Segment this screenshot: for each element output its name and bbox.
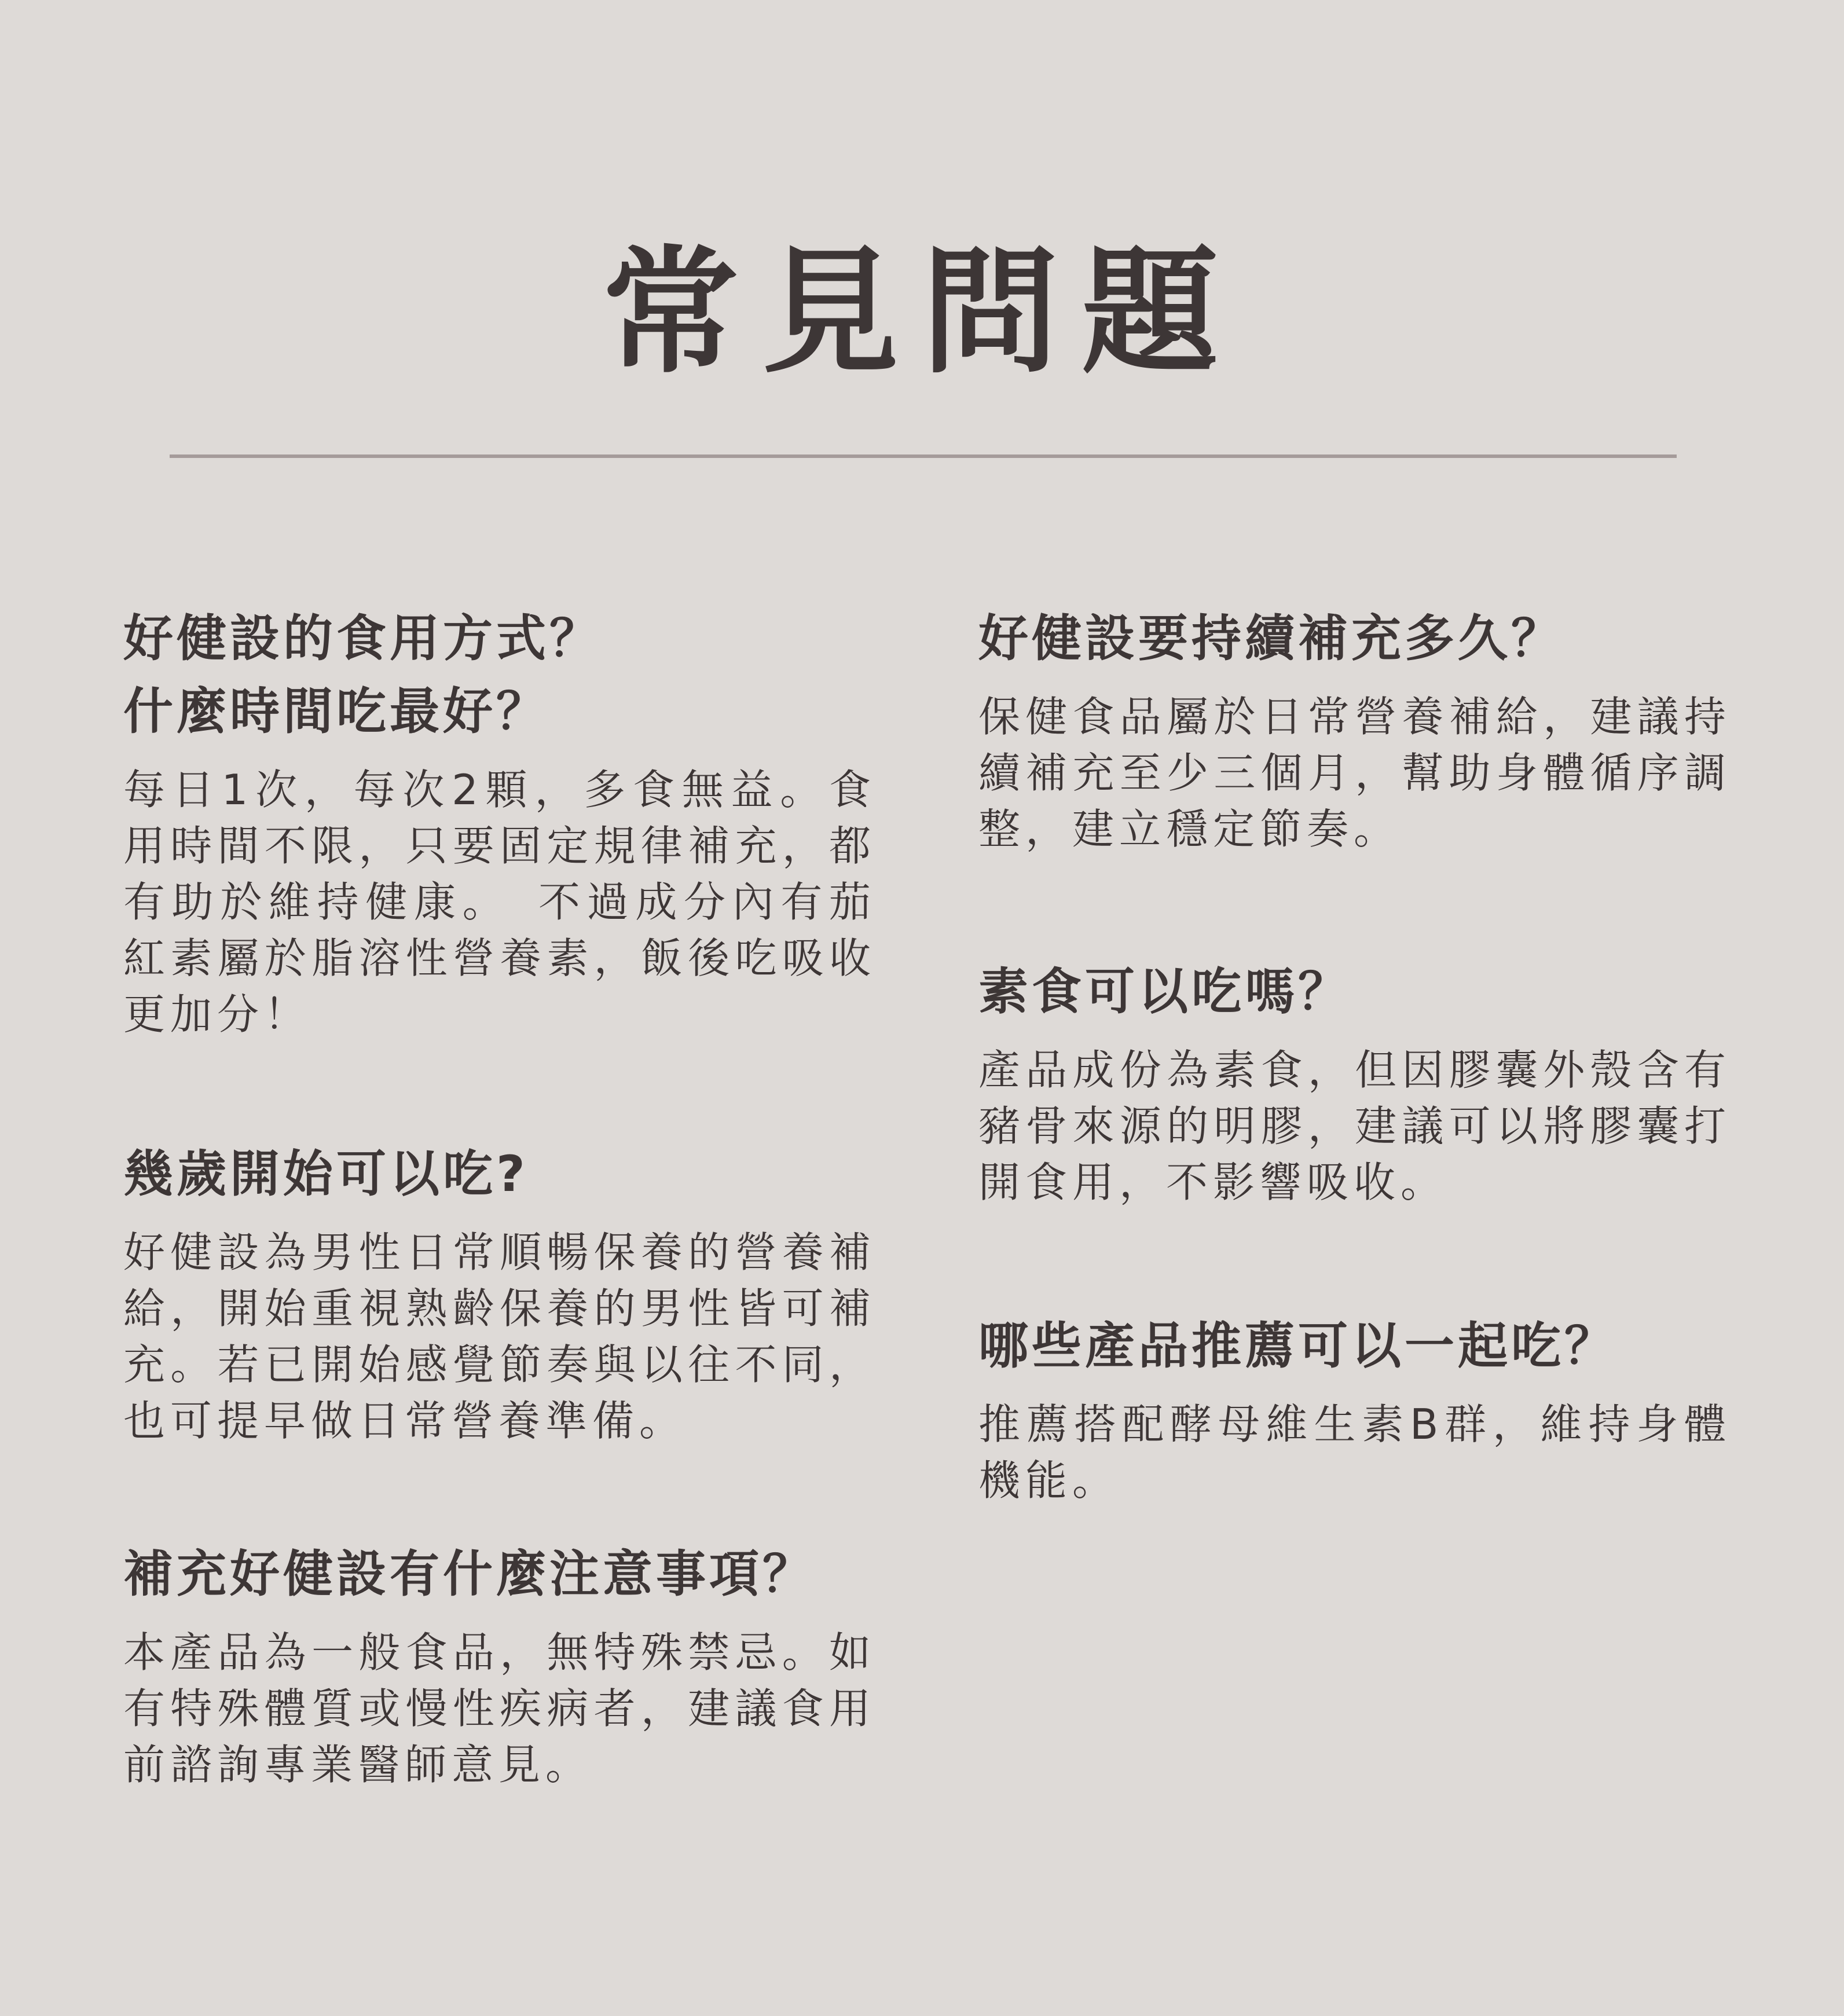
faq-question: 補充好健設有什麼注意事項？ (123, 1545, 816, 1603)
faq-answer: 推薦搭配酵母維生素B群，維持身體機能。 (978, 1400, 1731, 1505)
faq-question: 素食可以吃嗎？ (978, 963, 1351, 1021)
faq-answer: 每日1次，每次2顆，多食無益。食用時間不限，只要固定規律補充，都有助於維持健康。 不過成分內有茄紅素屬於脂溶性營養素，飯後吃吸收更加分！ (123, 765, 876, 1039)
faq-answer: 本產品為一般食品，無特殊禁忌。如有特殊體質或慢性疾病者，建議食用前諮詢專業醫師意見。 (123, 1628, 876, 1789)
faq-question: 好健設的食用方式？ 什麼時間吃最好？ (123, 610, 603, 741)
faq-item-dosage (123, 602, 876, 1043)
faq-question: 好健設要持續補充多久？ (978, 610, 1564, 668)
faq-answer: 保健食品屬於日常營養補給，建議持續補充至少三個月，幫助身體循序調整，建立穩定節奏。 (978, 692, 1731, 853)
faq-item-precautions (123, 1538, 876, 1793)
faq-item-pairing (978, 1310, 1731, 1509)
faq-answer: 產品成份為素食，但因膠囊外殼含有豬骨來源的明膠，建議可以將膠囊打開食用，不影響吸收。 (978, 1046, 1731, 1207)
faq-question: 哪些產品推薦可以一起吃？ (978, 1317, 1618, 1375)
faq-item-starting-age (123, 1138, 876, 1449)
page-title: 常見問題 (602, 233, 1242, 392)
faq-item-vegetarian (978, 955, 1731, 1211)
faq-answer: 好健設為男性日常順暢保養的營養補給，開始重視熟齡保養的男性皆可補充。若已開始感覺節奏與以往不同，也可提早做日常營養準備。 (123, 1228, 876, 1445)
title-divider (170, 454, 1677, 458)
faq-question: 幾歲開始可以吃? (123, 1145, 529, 1203)
faq-item-duration (978, 602, 1731, 857)
